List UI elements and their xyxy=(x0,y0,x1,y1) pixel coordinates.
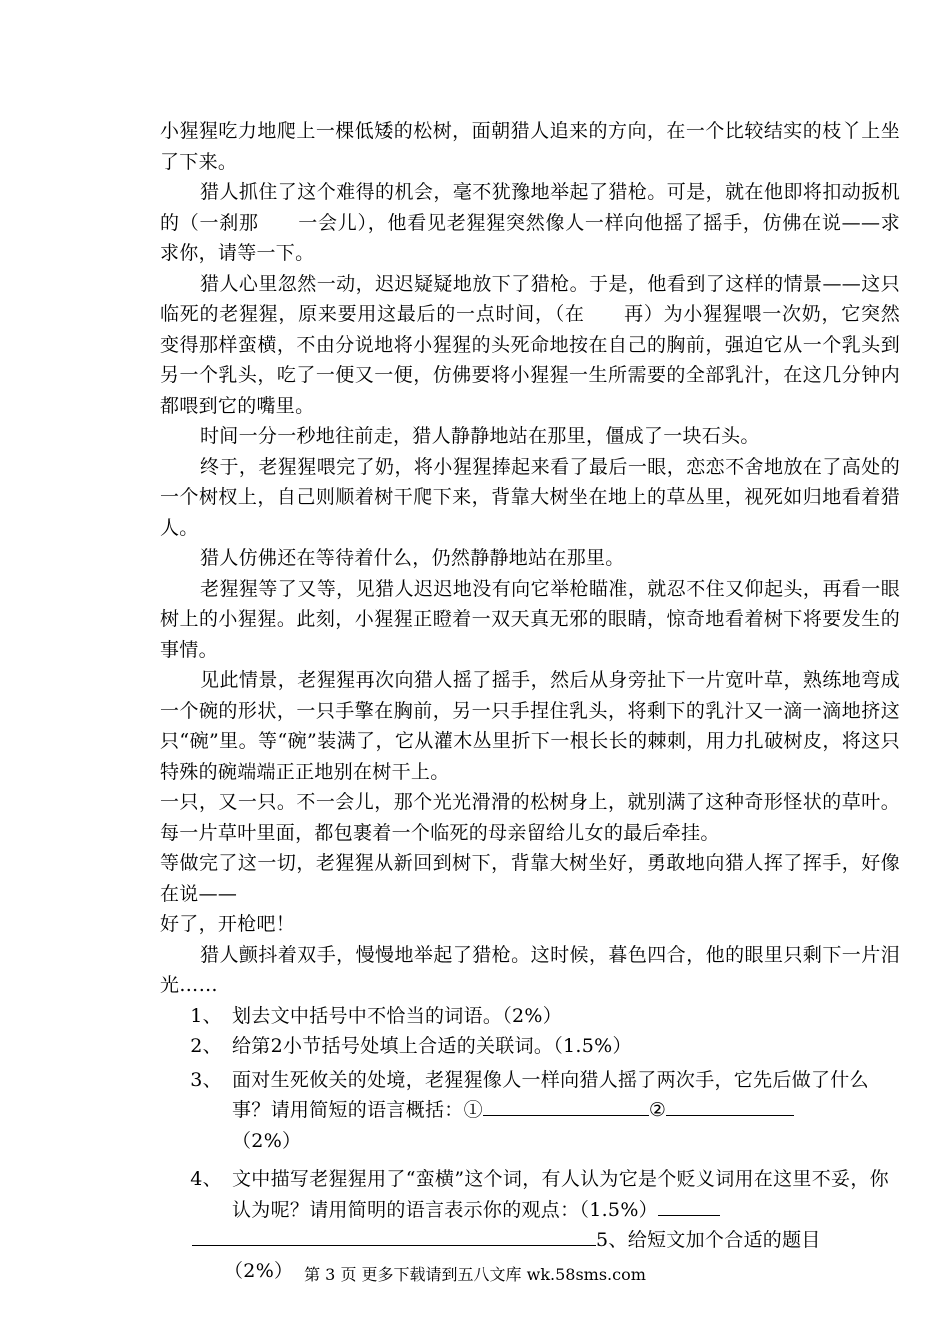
question-text: 面对生死攸关的处境，老猩猩像人一样向猎人摇了两次手，它先后做了什么事？请用简短的语言概括： xyxy=(232,1068,869,1121)
question-text: 划去文中括号中不恰当的词语。（2%） xyxy=(232,1004,563,1027)
paragraph: 猎人抓住了这个难得的机会，毫不犹豫地举起了猎枪。可是，就在他即将扣动扳机的（一刹那 一会儿），他看见老猩猩突然像人一样向他摇了摇手，仿佛在说——求求你，请等一下。 xyxy=(160,181,900,264)
question-text: 文中描写老猩猩用了“蛮横”这个词，有人认为它是个贬义词用在这里不妥，你认为呢？请用简明的语言表示你的观点：（1.5%） xyxy=(232,1168,889,1221)
answer-blank-4[interactable] xyxy=(192,1225,596,1246)
paragraph: 小猩猩吃力地爬上一棵低矮的松树，面朝猎人追来的方向，在一个比较结实的枝丫上坐了下来。 xyxy=(160,120,900,173)
question-text: 给第2小节括号处填上合适的关联词。（1.5%） xyxy=(232,1035,632,1057)
answer-blank-2[interactable] xyxy=(666,1095,794,1116)
question-2 xyxy=(160,1031,900,1062)
paragraph: 好了，开枪吧！ xyxy=(160,913,296,935)
paragraph: 一只，又一只。不一会儿，那个光光滑滑的松树身上，就别满了这种奇形怪状的草叶。每一片草叶里面，都包裹着一个临死的母亲留给儿女的最后牵挂。 xyxy=(160,791,900,844)
answer-blank-3[interactable] xyxy=(658,1195,720,1216)
paragraph: 见此情景，老猩猩再次向猎人摇了摇手，然后从身旁扯下一片宽叶草，熟练地弯成一个碗的形状，一只手擎在胸前，另一只手捏住乳头，将剩下的乳汁又一滴一滴地挤这只“碗”里。等“碗”装满了，它从灌木丛里折下一根长长的棘刺，用力扎破树皮，将这只特殊的碗端端正正地别在树干上。 xyxy=(160,669,900,783)
document-body xyxy=(160,116,900,1286)
paragraph: 猎人心里忽然一动，迟迟疑疑地放下了猎枪。于是，他看到了这样的情景——这只临死的老猩猩，原来要用这最后的一点时间，（在 再）为小猩猩喂一次奶，它突然变得那样蛮横，不由分说地将小猩猩的头死命地按在自己的胸前，强迫它从一个乳头到另一个乳头，吃了一便又一便，仿佛要将小猩猩一生所需要的全部乳汁，在这几分钟内都喂到它的嘴里。 xyxy=(160,272,900,417)
answer-blank-1[interactable] xyxy=(483,1095,649,1116)
page-footer: 第 3 页 更多下载请到五八文库 wk.58sms.com xyxy=(304,1265,646,1284)
question-number: 1、 xyxy=(190,1004,222,1027)
paragraph: 等做完了这一切，老猩猩从新回到树下，背靠大树坐好，勇敢地向猎人挥了挥手，好像在说—— xyxy=(160,852,900,905)
question-4 xyxy=(160,1164,900,1225)
answer-mark-2: ② xyxy=(648,1099,667,1121)
paragraph: 猎人仿佛还在等待着什么，仍然静静地站在那里。 xyxy=(200,547,625,569)
paragraph: 老猩猩等了又等，见猎人迟迟地没有向它举枪瞄准，就忍不住又仰起头，再看一眼树上的小猩猩。此刻，小猩猩正瞪着一双天真无邪的眼睛，惊奇地看着树下将要发生的事情。 xyxy=(160,577,900,661)
question-text: 5、给短文加个合适的题目 xyxy=(596,1229,821,1251)
question-number: 3、 xyxy=(190,1068,222,1091)
paragraph: 终于，老猩猩喂完了奶，将小猩猩捧起来看了最后一眼，恋恋不舍地放在了高处的一个树杈上，自己则顺着树干爬下来，背靠大树坐在地上的草丛里，视死如归地看着猎人。 xyxy=(160,455,900,539)
question-score: （2%） xyxy=(224,1259,294,1282)
question-score: （2%） xyxy=(232,1129,302,1152)
answer-mark-1: ① xyxy=(463,1099,483,1121)
paragraph: 时间一分一秒地往前走，猎人静静地站在那里，僵成了一块石头。 xyxy=(200,425,760,447)
question-3 xyxy=(160,1065,900,1157)
question-number: 4、 xyxy=(190,1168,222,1190)
paragraph: 猎人颤抖着双手，慢慢地举起了猎枪。这时候，暮色四合，他的眼里只剩下一片泪光…… xyxy=(160,943,900,996)
question-1 xyxy=(160,1001,900,1032)
question-number: 2、 xyxy=(190,1035,222,1057)
